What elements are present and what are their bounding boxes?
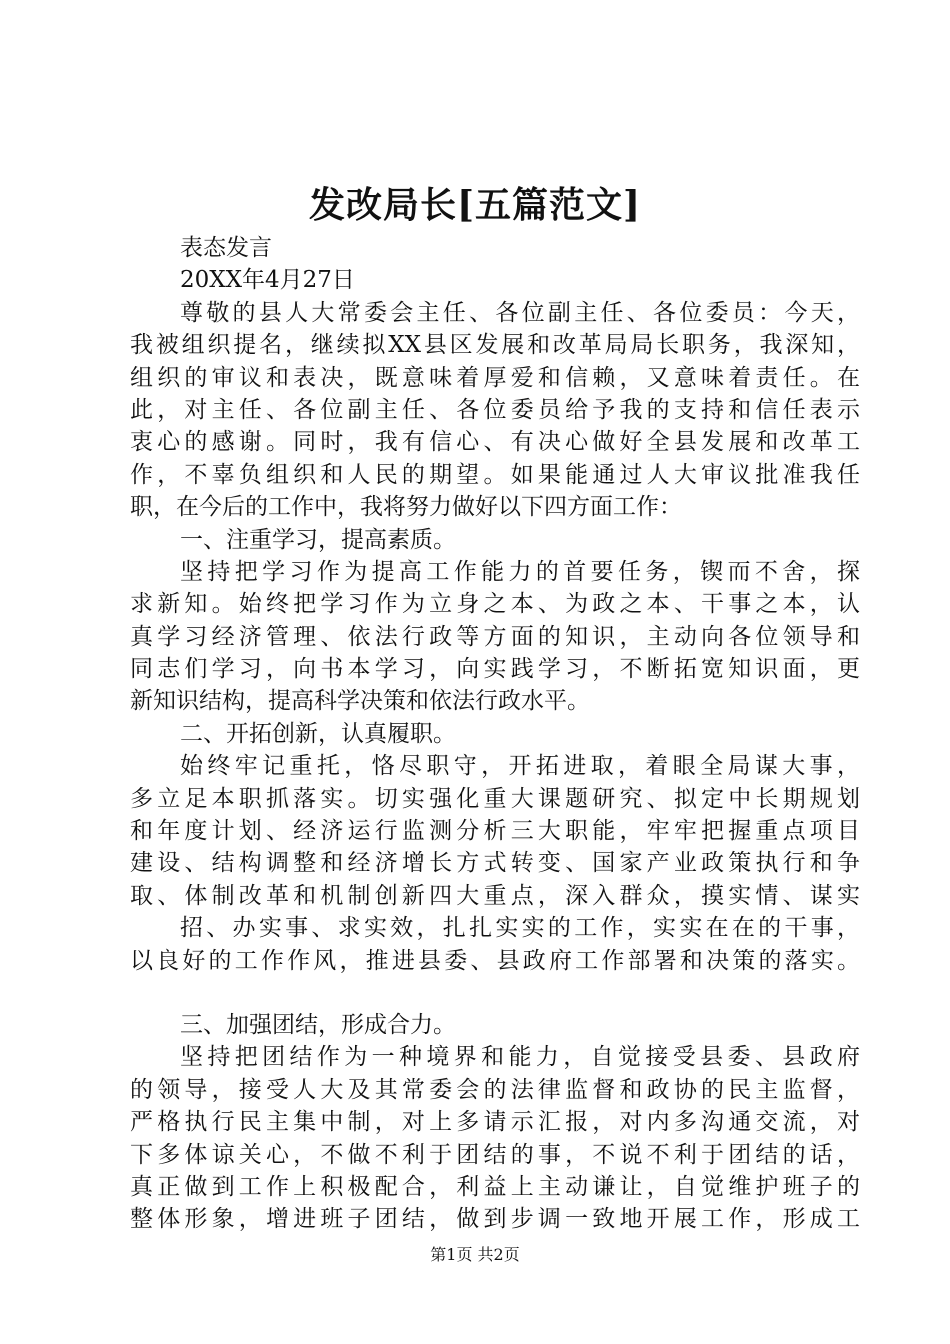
paragraph-line: 同志们学习，向书本学习，向实践学习，不断拓宽知识面，更 [130, 656, 860, 683]
paragraph-line: 坚持把团结作为一种境界和能力，自觉接受县委、县政府 [180, 1044, 860, 1071]
paragraph-line: 作，不辜负组织和人民的期望。如果能通过人大审议批准我任 [130, 461, 860, 488]
paragraph-line: 真学习经济管理、依法行政等方面的知识，主动向各位领导和 [130, 623, 860, 650]
paragraph-line: 多立足本职抓落实。切实强化重大课题研究、拟定中长期规划 [130, 785, 860, 812]
paragraph-line: 招、办实事、求实效，扎扎实实的工作，实实在在的干事， [180, 915, 860, 942]
paragraph-line: 求新知。始终把学习作为立身之本、为政之本、干事之本，认 [130, 591, 860, 618]
paragraph-line: 坚持把学习作为提高工作能力的首要任务，锲而不舍，探 [180, 558, 860, 585]
paragraph-line: 建设、结构调整和经济增长方式转变、国家产业政策执行和争 [130, 850, 860, 877]
paragraph-line: 始终牢记重托，恪尽职守，开拓进取，着眼全局谋大事， [180, 753, 860, 780]
header-line-date: 20XX年4月27日 [180, 267, 355, 294]
page-footer: 第1页 共2页 [430, 1245, 520, 1264]
section-heading: 三、加强团结，形成合力。 [180, 1011, 456, 1038]
paragraph-line: 我被组织提名，继续拟XX县区发展和改革局局长职务，我深知， [130, 332, 860, 359]
paragraph-line: 的领导，接受人大及其常委会的法律监督和政协的民主监督， [130, 1076, 860, 1103]
document-title: 发改局长[五篇范文] [308, 184, 642, 226]
header-line-speech: 表态发言 [180, 235, 272, 261]
paragraph-line: 严格执行民主集中制，对上多请示汇报，对内多沟通交流，对 [130, 1109, 860, 1136]
paragraph-line: 真正做到工作上积极配合，利益上主动谦让，自觉维护班子的 [130, 1173, 860, 1200]
paragraph-line: 取、体制改革和机制创新四大重点，深入群众，摸实情、谋实 [130, 882, 860, 909]
paragraph-gap [130, 977, 860, 1009]
paragraph-line: 尊敬的县人大常委会主任、各位副主任、各位委员：今天， [180, 299, 860, 326]
paragraph-line: 新知识结构，提高科学决策和依法行政水平。 [130, 688, 590, 715]
section-heading: 一、注重学习，提高素质。 [180, 526, 456, 553]
paragraph-line: 和年度计划、经济运行监测分析三大职能，牢牢把握重点项目 [130, 818, 860, 845]
paragraph-line: 以良好的工作作风，推进县委、县政府工作部署和决策的落实。 [130, 947, 860, 974]
paragraph-line: 此，对主任、各位副主任、各位委员给予我的支持和信任表示 [130, 396, 860, 423]
paragraph-line: 组织的审议和表决，既意味着厚爱和信赖，又意味着责任。在 [130, 364, 860, 391]
paragraph-line: 整体形象，增进班子团结，做到步调一致地开展工作，形成工 [130, 1206, 860, 1233]
section-heading: 二、开拓创新，认真履职。 [180, 720, 456, 747]
paragraph-line: 下多体谅关心，不做不利于团结的事，不说不利于团结的话， [130, 1141, 860, 1168]
document-body [130, 232, 860, 1236]
paragraph-line: 衷心的感谢。同时，我有信心、有决心做好全县发展和改革工 [130, 429, 860, 456]
paragraph-line: 职，在今后的工作中，我将努力做好以下四方面工作： [130, 494, 682, 521]
